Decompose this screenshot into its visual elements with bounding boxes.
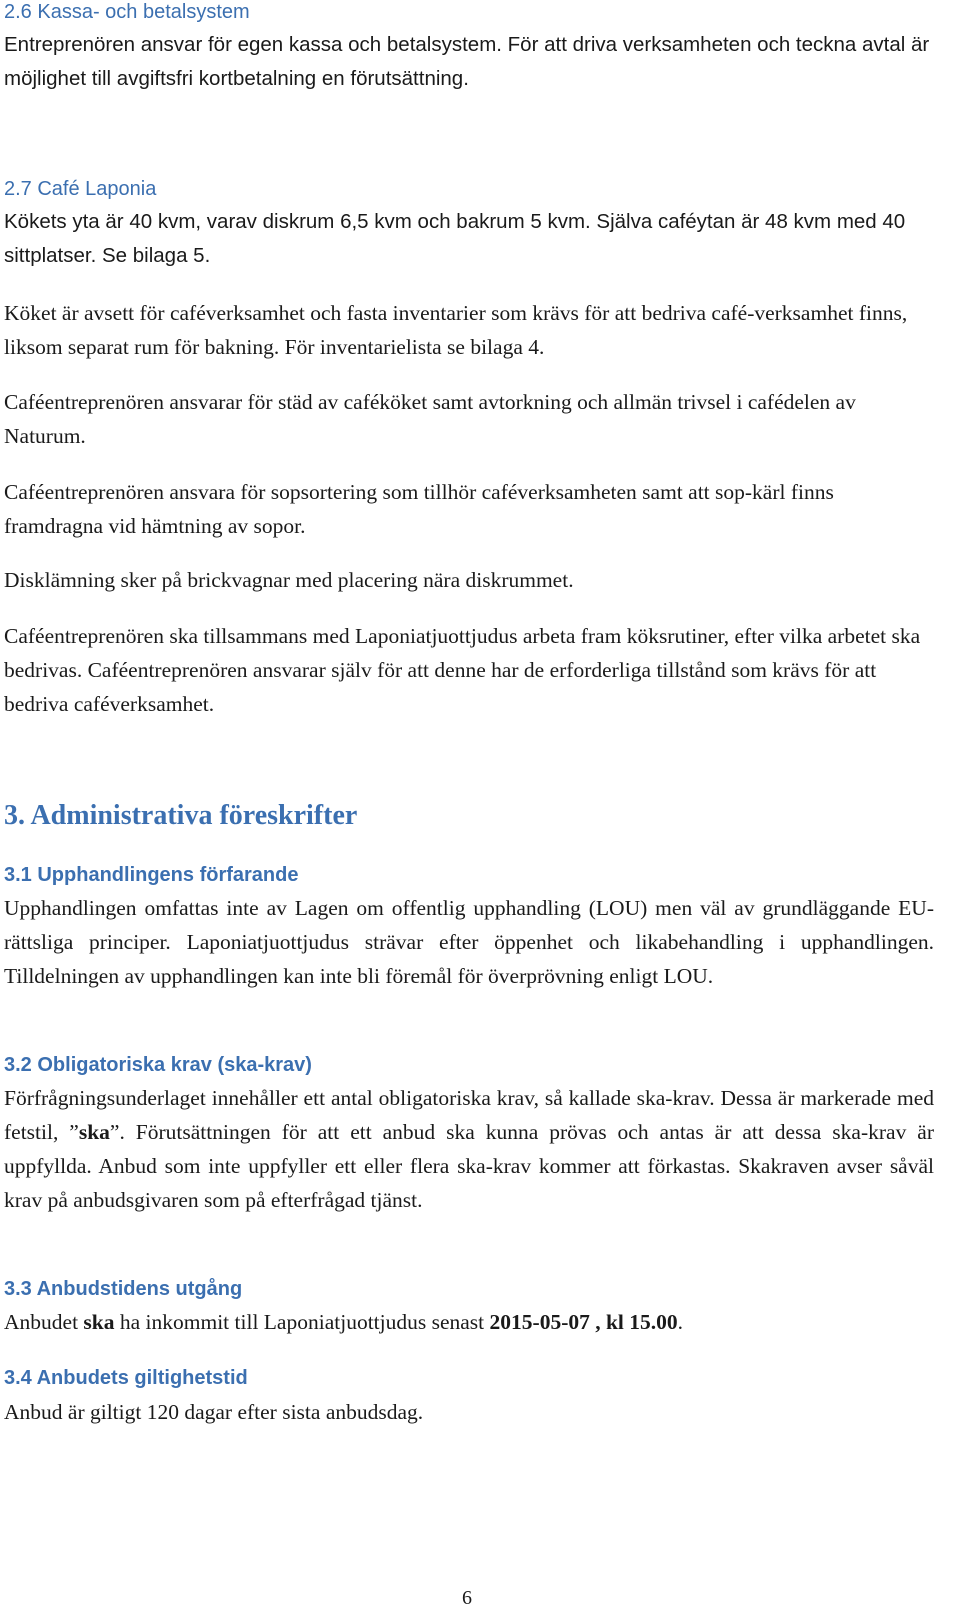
- heading-3-3: 3.3 Anbudstidens utgång: [4, 1278, 243, 1300]
- paragraph-2-6: Entreprenören ansvar för egen kassa och betalsystem. För att driva verksamheten och teckna avtal är möjlighet till avgiftsfri kortbetalning en förutsättning.: [4, 33, 930, 90]
- heading-3-4: 3.4 Anbudets giltighetstid: [4, 1367, 248, 1389]
- paragraph-3-4: Anbud är giltigt 120 dagar efter sista anbudsdag.: [4, 1400, 424, 1424]
- paragraph-3-3: [4, 1305, 934, 1339]
- heading-2-6: 2.6 Kassa- och betalsystem: [4, 1, 250, 23]
- paragraph-3-2-bold-ska: ska: [78, 1120, 110, 1144]
- paragraph-3-2-part-b: ”. Förutsättningen för att ett anbud ska kunna prövas och antas är att dessa ska-krav är uppfyllda. Anbud som inte uppfyller ett eller flera ska-krav kommer att förkastas. Skakraven avser såväl krav på anbudsgivaren som på efterfrågad tjänst.: [4, 1120, 934, 1212]
- paragraph-2-7-area: Kökets yta är 40 kvm, varav diskrum 6,5 kvm och bakrum 5 kvm. Själva caféytan är 48 kvm med 40 sittplatser. Se bilaga 5.: [4, 210, 906, 267]
- paragraph-3-3-deadline: 2015-05-07 , kl 15.00: [489, 1310, 678, 1334]
- paragraph-3-1: Upphandlingen omfattas inte av Lagen om offentlig upphandling (LOU) men väl av grundläggande EU-rättsliga principer. Laponiatjuottjudus strävar efter öppenhet och likabehandling i upphandlingen. Tilldelningen av upphandlingen kan inte bli föremål för överprövning enligt LOU.: [4, 896, 934, 988]
- paragraph-2-7-cleaning: Caféentreprenören ansvarar för städ av caféköket samt avtorkning och allmän trivsel i cafédelen av Naturum.: [4, 390, 856, 448]
- heading-2-7: 2.7 Café Laponia: [4, 178, 157, 200]
- paragraph-3-3-bold-ska: ska: [83, 1310, 115, 1334]
- page-number: 6: [462, 1587, 472, 1609]
- paragraph-3-3-t1: Anbudet: [4, 1310, 84, 1334]
- paragraph-3-2-part-a: Förfrågningsunderlaget innehåller ett antal obligatoriska krav, så kallade ska-krav. Dessa är markerade med fetstil, ”: [4, 1086, 934, 1144]
- paragraph-3-2: [4, 1081, 934, 1217]
- paragraph-2-7-routines: Caféentreprenören ska tillsammans med Laponiatjuottjudus arbeta fram köksrutiner, efter vilka arbetet ska bedrivas. Caféentreprenören ansvarar själv för att denne har de erforderliga tillstånd som krävs för att bedriva caféverksamhet.: [4, 624, 921, 716]
- paragraph-3-3-t5: .: [677, 1310, 684, 1334]
- paragraph-2-7-waste: Caféentreprenören ansvara för sopsortering som tillhör caféverksamheten samt att sop-kärl finns framdragna vid hämtning av sopor.: [4, 480, 834, 538]
- paragraph-2-7-kitchen: Köket är avsett för caféverksamhet och fasta inventarier som krävs för att bedriva café-verksamhet finns, liksom separat rum för bakning. För inventarielista se bilaga 4.: [4, 301, 908, 359]
- heading-3-2: 3.2 Obligatoriska krav (ska-krav): [4, 1054, 312, 1076]
- paragraph-2-7-dishes: Disklämning sker på brickvagnar med placering nära diskrummet.: [4, 568, 574, 592]
- heading-3: 3. Administrativa föreskrifter: [4, 800, 358, 831]
- heading-3-1: 3.1 Upphandlingens förfarande: [4, 864, 299, 886]
- paragraph-3-3-t3: ha inkommit till Laponiatjuottjudus senast: [114, 1310, 490, 1334]
